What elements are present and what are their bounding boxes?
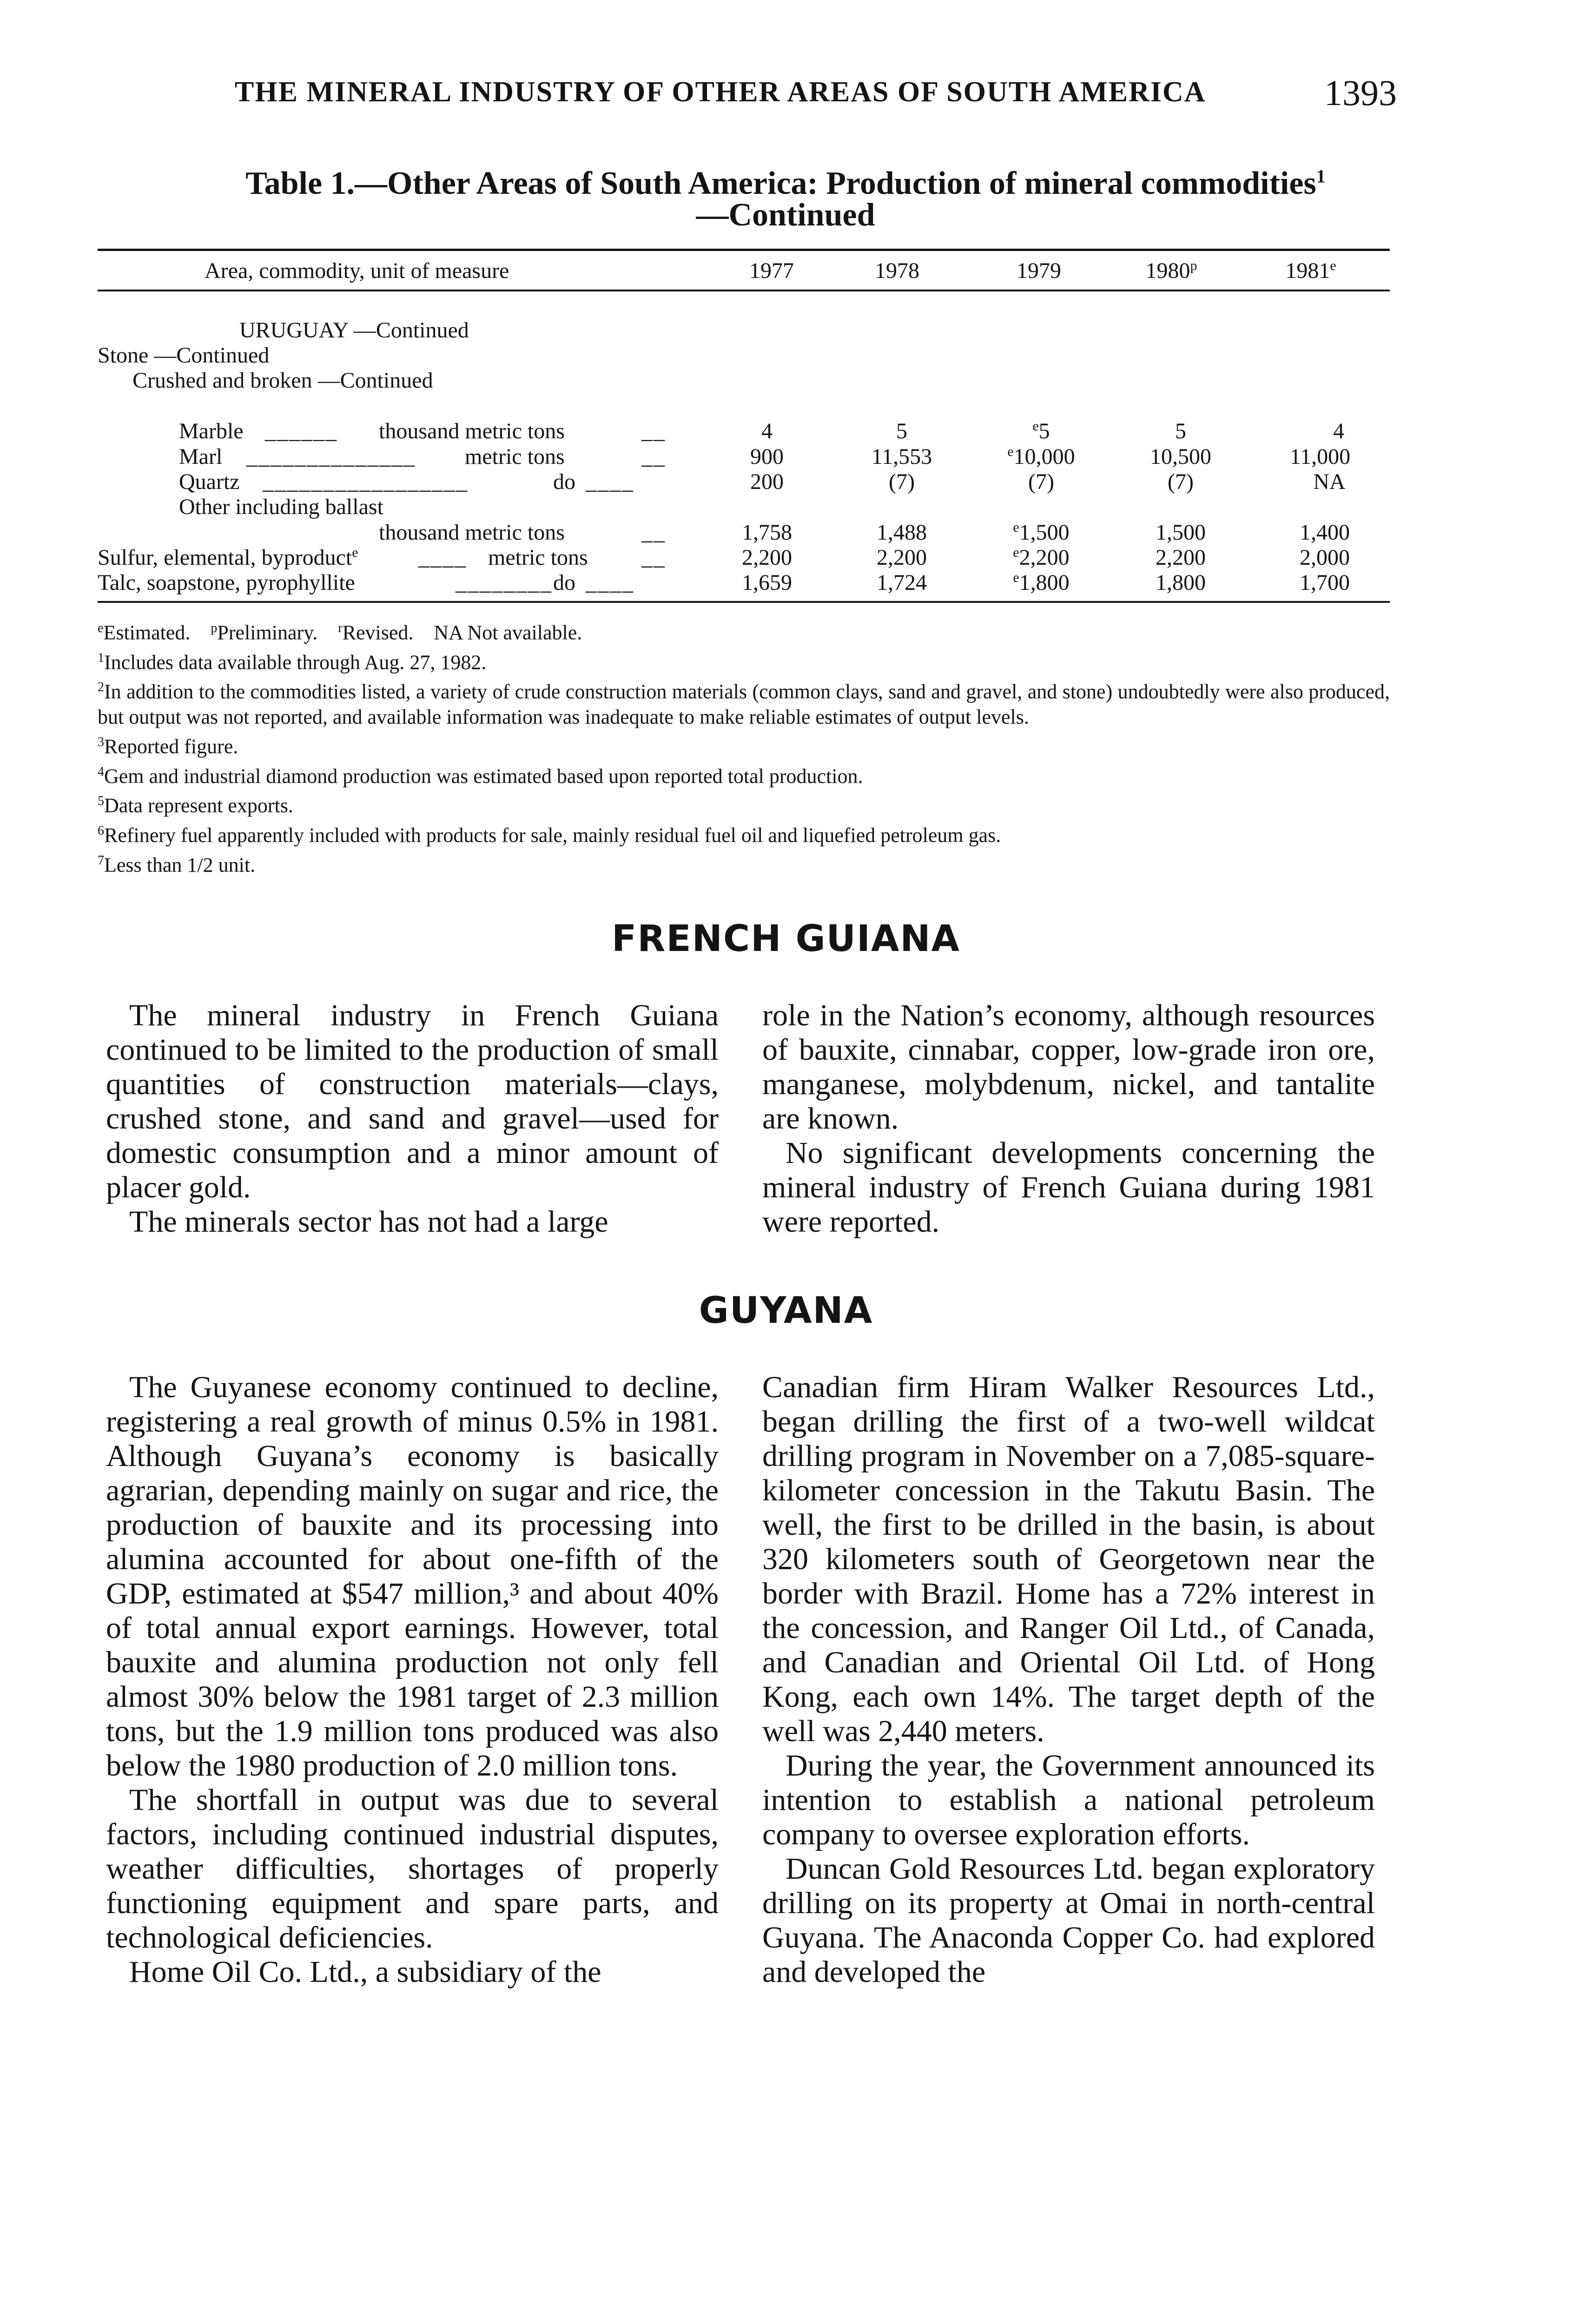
paragraph: role in the Nation’s economy, although resources of bauxite, cinnabar, copper, low-grade iron ore, manganese, molybdenum, nickel, and tantalite are known. (762, 998, 1375, 1136)
section-group: Stone —Continued (98, 343, 270, 368)
row-leader: ______________ (246, 444, 416, 469)
column-header-1979: 1979 (1017, 258, 1061, 283)
paragraph: Duncan Gold Resources Ltd. began exploratory drilling on its property at Omai in north-central Guyana. The Anaconda Copper Co. had explored and developed the (762, 1852, 1375, 1989)
footnote-1: $^1$Includes data available through Aug. 27, 1982. (98, 650, 487, 674)
cell-1977: 200 (750, 469, 784, 494)
row-label: Marl (179, 444, 223, 469)
cell-1980: (7) (1168, 469, 1194, 494)
page-number: 1393 (1324, 73, 1397, 113)
cell-1979: $^e$1,800 (1013, 570, 1070, 595)
row-label: Other including ballast (179, 495, 383, 519)
cell-1978: 2,200 (877, 545, 927, 570)
paragraph: The Guyanese economy continued to decline, registering a real growth of minus 0.5% in 1981. Although Guyana’s economy is basically agrarian, depending mainly on sugar and rice, the production of bauxite and its processing into alumina accounted for about one-fifth of the GDP, estimated at $547 million,³ and about 40% of total annual export earnings. However, total bauxite and alumina production not only fell almost 30% below the 1981 target of 2.3 million tons, but the 1.9 million tons produced was also below the 1980 production of 2.0 million tons. (106, 1370, 719, 1783)
table-caption-line1: Table 1.—Other Areas of South America: Production of mineral commodities (245, 165, 1316, 201)
cell-1980: 10,500 (1150, 444, 1211, 469)
row-unit: thousand metric tons (379, 520, 565, 545)
row-leader: __ (641, 545, 666, 570)
row-leader: __ (641, 419, 666, 443)
row-leader: __ (641, 444, 666, 469)
column-header-1980: 1980$^p$ (1145, 258, 1197, 283)
footnote-7: $^7$Less than 1/2 unit. (98, 853, 256, 877)
cell-1978: 5 (896, 419, 907, 443)
french-guiana-left-column (106, 998, 719, 1239)
row-unit: do (553, 570, 575, 595)
row-leader: ________ (456, 570, 552, 595)
footnote-legend: $^e$Estimated. $^p$Preliminary. $^r$Revised. NA Not available. (98, 621, 582, 644)
row-unit: metric tons (488, 545, 588, 570)
paragraph: The minerals sector has not had a large (129, 1205, 608, 1239)
running-header (235, 73, 1397, 118)
row-unit: thousand metric tons (379, 419, 565, 443)
cell-1980: 1,500 (1156, 520, 1206, 545)
paragraph: No significant developments concerning the mineral industry of French Guiana during 1981 were reported. (762, 1136, 1375, 1239)
paragraph: The mineral industry in French Guiana continued to be limited to the production of small quantities of construction materials—clays, crushed stone, and sand and gravel—used for domestic consumption and a minor amount of placer gold. (106, 998, 719, 1204)
table-top-rule (98, 249, 1390, 251)
cell-1978: 11,553 (871, 444, 932, 469)
column-header-label: Area, commodity, unit of measure (205, 258, 509, 283)
cell-1980: 1,800 (1156, 570, 1206, 595)
cell-1978: (7) (889, 469, 915, 494)
footnote-5: $^5$Data represent exports. (98, 794, 293, 817)
row-leader: __ (641, 520, 666, 545)
row-leader: ____ (586, 570, 634, 595)
cell-1981: 4 (1333, 419, 1344, 443)
section-heading-guyana: GUYANA (699, 1290, 873, 1332)
table-caption-footnote-ref: 1 (1316, 165, 1326, 187)
cell-1980: 5 (1175, 419, 1186, 443)
cell-1979: (7) (1028, 469, 1054, 494)
cell-1979: $^e$10,000 (1007, 444, 1075, 469)
footnote-6: $^6$Refinery fuel apparently included with products for sale, mainly residual fuel oil and liquefied petroleum gas. (98, 823, 1001, 847)
paragraph: The shortfall in output was due to several factors, including continued industrial disputes, weather difficulties, shortages of properly functioning equipment and spare parts, and technological deficiencies. (106, 1783, 719, 1954)
row-label: Talc, soapstone, pyrophyllite (98, 570, 355, 595)
cell-1981: 1,400 (1300, 520, 1350, 545)
row-label: Marble (179, 419, 244, 443)
row-label: Quartz (179, 469, 240, 494)
paragraph: Canadian firm Hiram Walker Resources Ltd., began drilling the first of a two-well wildcat drilling program in November on a 7,085-square-kilometer concession in the Takutu Basin. The well, the first to be drilled in the basin, is about 320 kilometers south of Georgetown near the border with Brazil. Home has a 72% interest in the concession, and Ranger Oil Ltd., of Canada, and Canadian and Oriental Oil Ltd. of Hong Kong, each own 14%. The target depth of the well was 2,440 meters. (762, 1370, 1375, 1748)
guyana-right-column (762, 1370, 1375, 1989)
cell-1977: 1,758 (742, 520, 792, 545)
column-header-1981: 1981e (1285, 258, 1336, 283)
row-unit: do (553, 469, 575, 494)
footnote-4: $^4$Gem and industrial diamond production was estimated based upon reported total production. (98, 764, 863, 788)
table-footnotes (98, 616, 1390, 878)
section-subgroup: Crushed and broken —Continued (132, 368, 433, 393)
cell-1977: 4 (761, 419, 773, 443)
table-bottom-rule (98, 601, 1390, 603)
column-header-1977: 1977 (749, 258, 794, 283)
table-caption-continued: —Continued (696, 197, 875, 233)
row-leader: ____ (418, 545, 467, 570)
row-leader: ______ (265, 419, 337, 443)
french-guiana-right-column (762, 998, 1375, 1239)
cell-1981: 11,000 (1289, 444, 1351, 469)
paragraph: During the year, the Government announced its intention to establish a national petroleum company to oversee exploration efforts. (762, 1749, 1375, 1851)
cell-1980: 2,200 (1156, 545, 1206, 570)
table-header-rule (98, 290, 1390, 291)
section-heading-french-guiana: FRENCH GUIANA (612, 918, 960, 960)
cell-1981: NA (1313, 469, 1346, 494)
paragraph: Home Oil Co. Ltd., a subsidiary of the (129, 1955, 601, 1989)
section-country: URUGUAY —Continued (239, 318, 469, 343)
cell-1979: $^e$5 (1032, 418, 1050, 443)
cell-1978: 1,724 (877, 570, 927, 595)
footnote-2: $^2$In addition to the commodities listed, a variety of crude construction materials (common clays, sand and gravel, and stone) undoubtedly were also produced, but output was not reported, and available information was inadequate to make reliable estimates of output levels. (98, 680, 1390, 728)
footnote-3: $^3$Reported figure. (98, 734, 238, 758)
column-header-1978: 1978 (875, 258, 919, 283)
row-leader: _________________ (263, 469, 468, 494)
row-label: Sulfur, elemental, byproduct$^e$ (98, 545, 358, 570)
cell-1981: 1,700 (1300, 570, 1350, 595)
cell-1979: $^e$2,200 (1013, 545, 1070, 570)
running-header-title: THE MINERAL INDUSTRY OF OTHER AREAS OF SOUTH AMERICA (235, 76, 1206, 108)
row-unit: metric tons (465, 444, 565, 469)
guyana-left-column (106, 1370, 719, 1989)
cell-1978: 1,488 (877, 520, 927, 545)
cell-1977: 1,659 (742, 570, 792, 595)
cell-1979: $^e$1,500 (1013, 520, 1070, 545)
row-leader: ____ (586, 469, 634, 494)
cell-1977: 900 (750, 444, 784, 469)
cell-1981: 2,000 (1300, 545, 1350, 570)
cell-1977: 2,200 (742, 545, 792, 570)
